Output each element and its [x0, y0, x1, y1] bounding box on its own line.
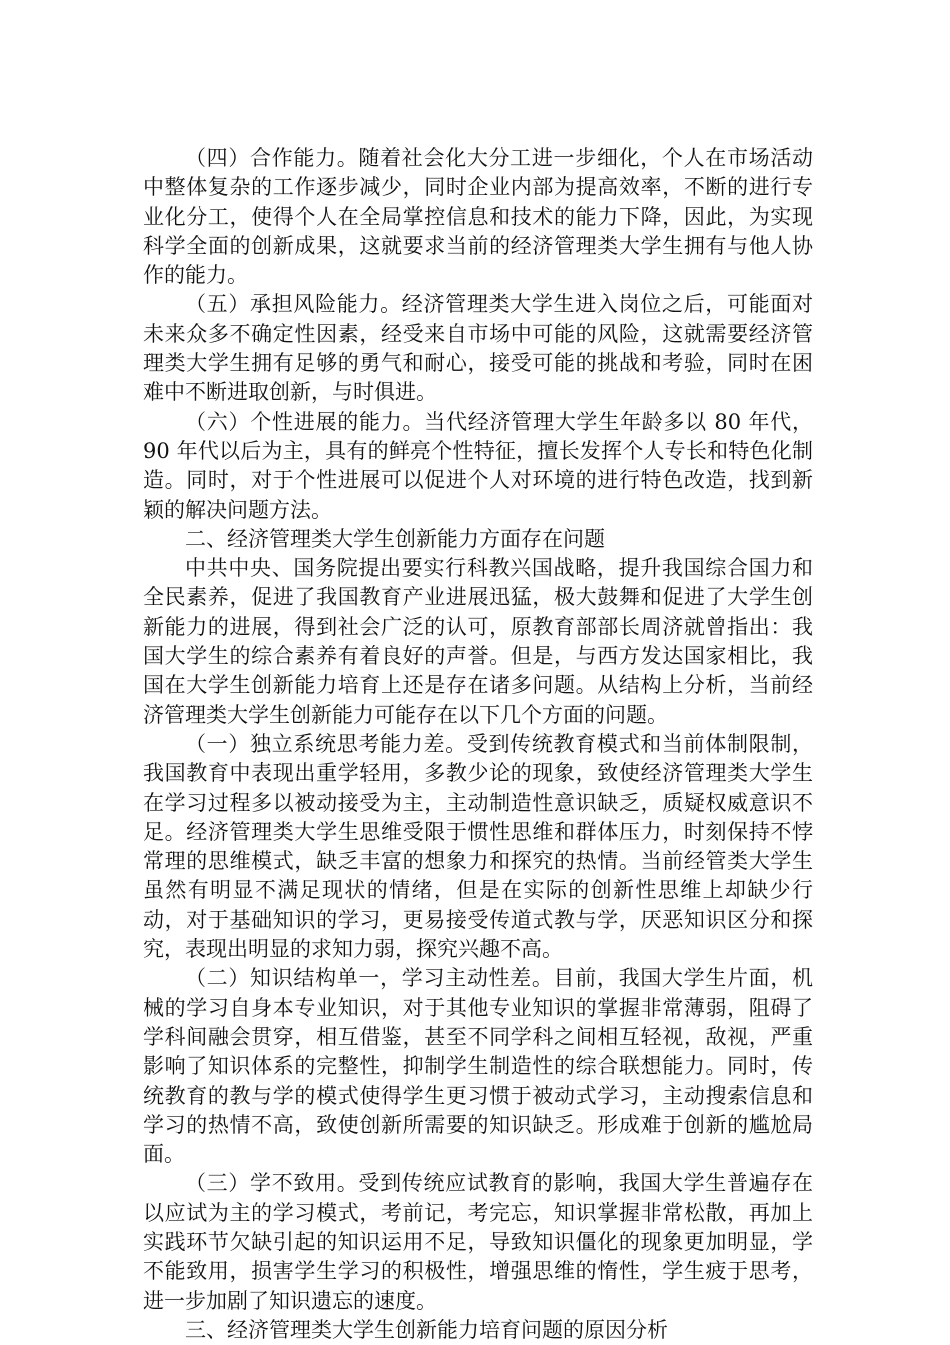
paragraph-independent-thinking: （一）独立系统思考能力差。受到传统教育模式和当前体制限制，我国教育中表现出重学轻用，多教少论的现象，致使经济管理类大学生在学习过程多以被动接受为主，主动制造性意识缺乏，质疑权威意识不足。经济管理类大学生思维受限于惯性思维和群体压力，时刻保持不悖常理的思维模式，缺乏丰富的想象力和探究的热情。当前经管类大学生虽然有明显不满足现状的情绪，但是在实际的创新性思维上却缺少行动，对于基础知识的学习，更易接受传道式教与学，厌恶知识区分和探究，表现出明显的求知力弱，探究兴趣不高。: [143, 731, 813, 962]
paragraph-knowledge-structure: （二）知识结构单一，学习主动性差。目前，我国大学生片面，机械的学习自身本专业知识，对于其他专业知识的掌握非常薄弱，阻碍了学科间融会贯穿，相互借鉴，甚至不同学科之间相互轻视，敌视，严重影响了知识体系的完整性，抑制学生制造性的综合联想能力。同时，传统教育的教与学的模式使得学生更习惯于被动式学习，主动搜索信息和学习的热情不高，致使创新所需要的知识缺乏。形成难于创新的尴尬局面。: [143, 966, 813, 1167]
document-page: [143, 144, 813, 1345]
section-heading-2: 二、经济管理类大学生创新能力方面存在问题: [185, 526, 605, 551]
paragraph-risk-ability: （五）承担风险能力。经济管理类大学生进入岗位之后，可能面对未来众多不确定性因素，经受来自市场中可能的风险，这就需要经济管理类大学生拥有足够的勇气和耐心，接受可能的挑战和考验，同时在困难中不断进取创新，与时俱进。: [143, 292, 813, 405]
paragraph-learning-not-applied: （三）学不致用。受到传统应试教育的影响，我国大学生普遍存在以应试为主的学习模式，考前记，考完忘，知识掌握非常松散，再加上实践环节欠缺引起的知识运用不足，导致知识僵化的现象更加明显，学不能致用，损害学生学习的积极性，增强思维的惰性，学生疲于思考，进一步加剧了知识遗忘的速度。: [143, 1171, 813, 1313]
paragraph-cooperation-ability: （四）合作能力。随着社会化大分工进一步细化，个人在市场活动中整体复杂的工作逐步减少，同时企业内部为提高效率，不断的进行专业化分工，使得个人在全局掌控信息和技术的能力下降，因此，为实现科学全面的创新成果，这就要求当前的经济管理类大学生拥有与他人协作的能力。: [143, 146, 813, 288]
section-heading-3: 三、经济管理类大学生创新能力培育问题的原因分析: [185, 1317, 668, 1342]
paragraph-personality-ability: （六）个性进展的能力。当代经济管理大学生年龄多以 80 年代，90 年代以后为主，具有的鲜亮个性特征，擅长发挥个人专长和特色化制造。同时，对于个性进展可以促进个人对环境的进行特色改造，找到新颖的解决问题方法。: [143, 409, 813, 522]
paragraph-section-2-intro: 中共中央、国务院提出要实行科教兴国战略，提升我国综合国力和全民素养，促进了我国教育产业进展迅猛，极大鼓舞和促进了大学生创新能力的进展，得到社会广泛的认可，原教育部部长周济就曾指出：我国大学生的综合素养有着良好的声誉。但是，与西方发达国家相比，我国在大学生创新能力培育上还是存在诸多问题。从结构上分析，当前经济管理类大学生创新能力可能存在以下几个方面的问题。: [143, 556, 813, 727]
